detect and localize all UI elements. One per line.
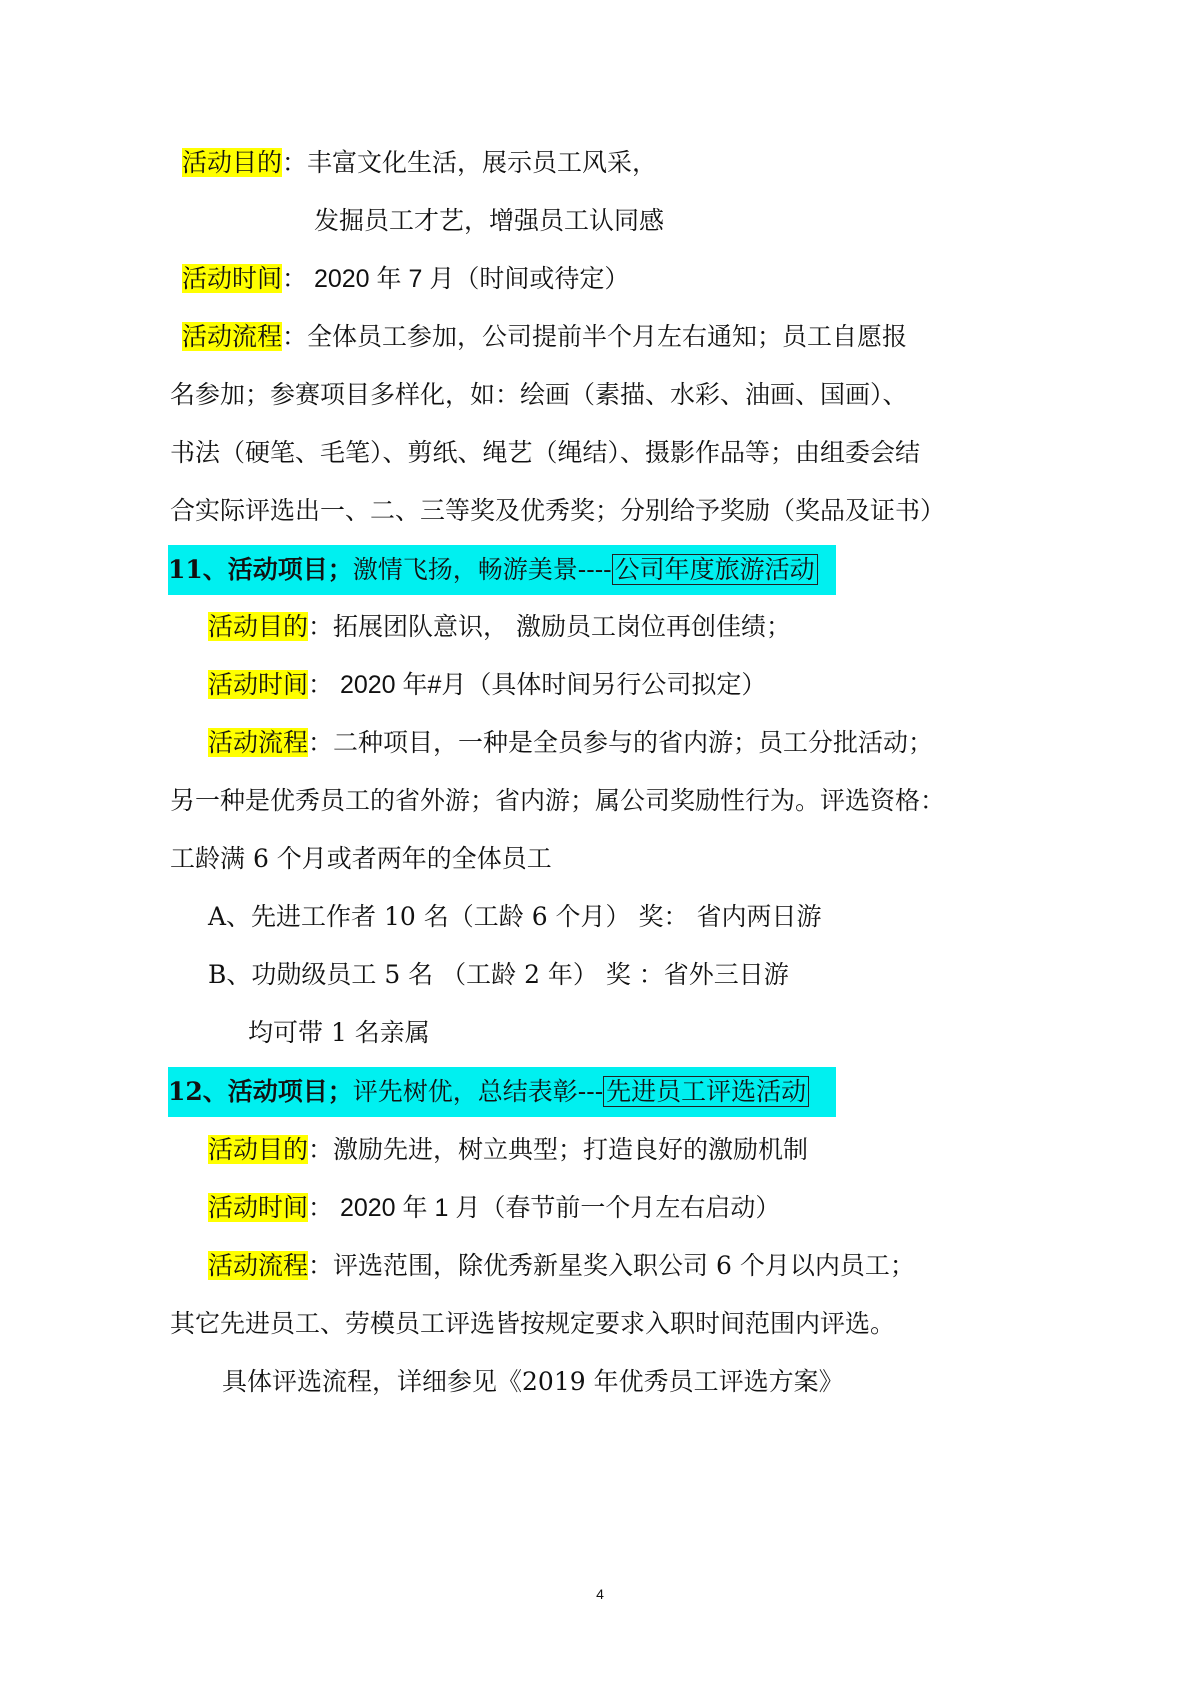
s11-item-a-text: A、先进工作者 10 名（工龄 6 个月） 奖： 省内两日游 bbox=[208, 902, 822, 931]
s11-note bbox=[248, 1008, 430, 1058]
s12-flow-line-3 bbox=[222, 1357, 844, 1407]
flow-line-4 bbox=[170, 486, 945, 536]
s12-time-text: ： 2020 年 1 月（春节前一个月左右启动） bbox=[308, 1194, 781, 1222]
s11-time-text: ： 2020 年#月（具体时间另行公司拟定） bbox=[308, 671, 767, 699]
s11-flow-text-3: 工龄满 6 个月或者两年的全体员工 bbox=[170, 844, 552, 873]
s11-time-label: 活动时间 bbox=[208, 670, 309, 699]
s11-flow-text-1: ：二种项目，一种是全员参与的省内游；员工分批活动； bbox=[308, 728, 934, 757]
s12-flow-line-2 bbox=[170, 1299, 895, 1349]
s11-item-b bbox=[208, 950, 789, 1000]
flow-line-2 bbox=[170, 370, 908, 420]
page-number: 4 bbox=[596, 1586, 604, 1602]
time-label: 活动时间 bbox=[182, 264, 283, 293]
flow-line-1 bbox=[182, 312, 907, 362]
purpose-line bbox=[182, 138, 657, 188]
flow-line-3 bbox=[170, 428, 920, 478]
s11-purpose-line bbox=[208, 602, 791, 652]
s12-flow-text-2: 其它先进员工、劳模员工评选皆按规定要求入职时间范围内评选。 bbox=[170, 1309, 896, 1338]
s11-time-line bbox=[208, 660, 766, 710]
section-11-heading bbox=[168, 545, 836, 595]
flow-text-3: 书法（硬笔、毛笔）、剪纸、绳艺（绳结）、摄影作品等；由组委会结 bbox=[170, 438, 921, 467]
s11-flow-line-2 bbox=[170, 776, 945, 826]
purpose-label: 活动目的 bbox=[182, 148, 283, 177]
flow-text-4: 合实际评选出一、二、三等奖及优秀奖；分别给予奖励（奖品及证书） bbox=[170, 496, 946, 525]
s11-flow-text-2: 另一种是优秀员工的省外游；省内游；属公司奖励性行为。评选资格： bbox=[170, 786, 946, 815]
s12-time-label: 活动时间 bbox=[208, 1193, 309, 1222]
section-12-boxed-title: 先进员工评选活动 bbox=[603, 1076, 809, 1107]
flow-label: 活动流程 bbox=[182, 322, 283, 351]
s12-time-line bbox=[208, 1183, 780, 1233]
s11-item-a bbox=[208, 892, 821, 942]
purpose-text: ：丰富文化生活，展示员工风采， bbox=[282, 148, 658, 177]
section-12-heading bbox=[168, 1067, 836, 1117]
section-11-boxed-title: 公司年度旅游活动 bbox=[612, 554, 818, 585]
s11-purpose-text: ：拓展团队意识， 激励员工岗位再创佳绩； bbox=[308, 612, 791, 641]
flow-text-2: 名参加；参赛项目多样化，如：绘画（素描、水彩、油画、国画）、 bbox=[170, 380, 908, 409]
section-11-title: 激情飞扬，畅游美景---- bbox=[352, 555, 612, 584]
s11-purpose-label: 活动目的 bbox=[208, 612, 309, 641]
s12-purpose-line bbox=[208, 1125, 808, 1175]
s11-flow-line-1 bbox=[208, 718, 933, 768]
s11-flow-label: 活动流程 bbox=[208, 728, 309, 757]
s12-flow-label: 活动流程 bbox=[208, 1251, 309, 1280]
purpose-text-2: 发掘员工才艺，增强员工认同感 bbox=[314, 206, 665, 235]
time-text: ： 2020 年 7 月（时间或待定） bbox=[282, 265, 630, 293]
s12-flow-text-3: 具体评选流程，详细参见《2019 年优秀员工评选方案》 bbox=[222, 1367, 844, 1396]
s11-item-b-text: B、功勋级员工 5 名 （工龄 2 年） 奖 ：省外三日游 bbox=[208, 960, 789, 989]
purpose-line-2 bbox=[314, 196, 664, 246]
flow-text-1: ：全体员工参加，公司提前半个月左右通知；员工自愿报 bbox=[282, 322, 908, 351]
section-11-number: 11、活动项目； bbox=[168, 555, 353, 584]
time-line bbox=[182, 254, 629, 304]
section-12-number: 12、活动项目； bbox=[168, 1077, 353, 1106]
s11-flow-line-3 bbox=[170, 834, 552, 884]
s12-purpose-label: 活动目的 bbox=[208, 1135, 309, 1164]
s11-note-text: 均可带 1 名亲属 bbox=[248, 1018, 430, 1047]
s12-purpose-text: ：激励先进，树立典型；打造良好的激励机制 bbox=[308, 1135, 809, 1164]
s12-flow-text-1: ：评选范围，除优秀新星奖入职公司 6 个月以内员工； bbox=[308, 1251, 915, 1280]
s12-flow-line-1 bbox=[208, 1241, 915, 1291]
section-12-title: 评先树优，总结表彰--- bbox=[352, 1077, 604, 1106]
